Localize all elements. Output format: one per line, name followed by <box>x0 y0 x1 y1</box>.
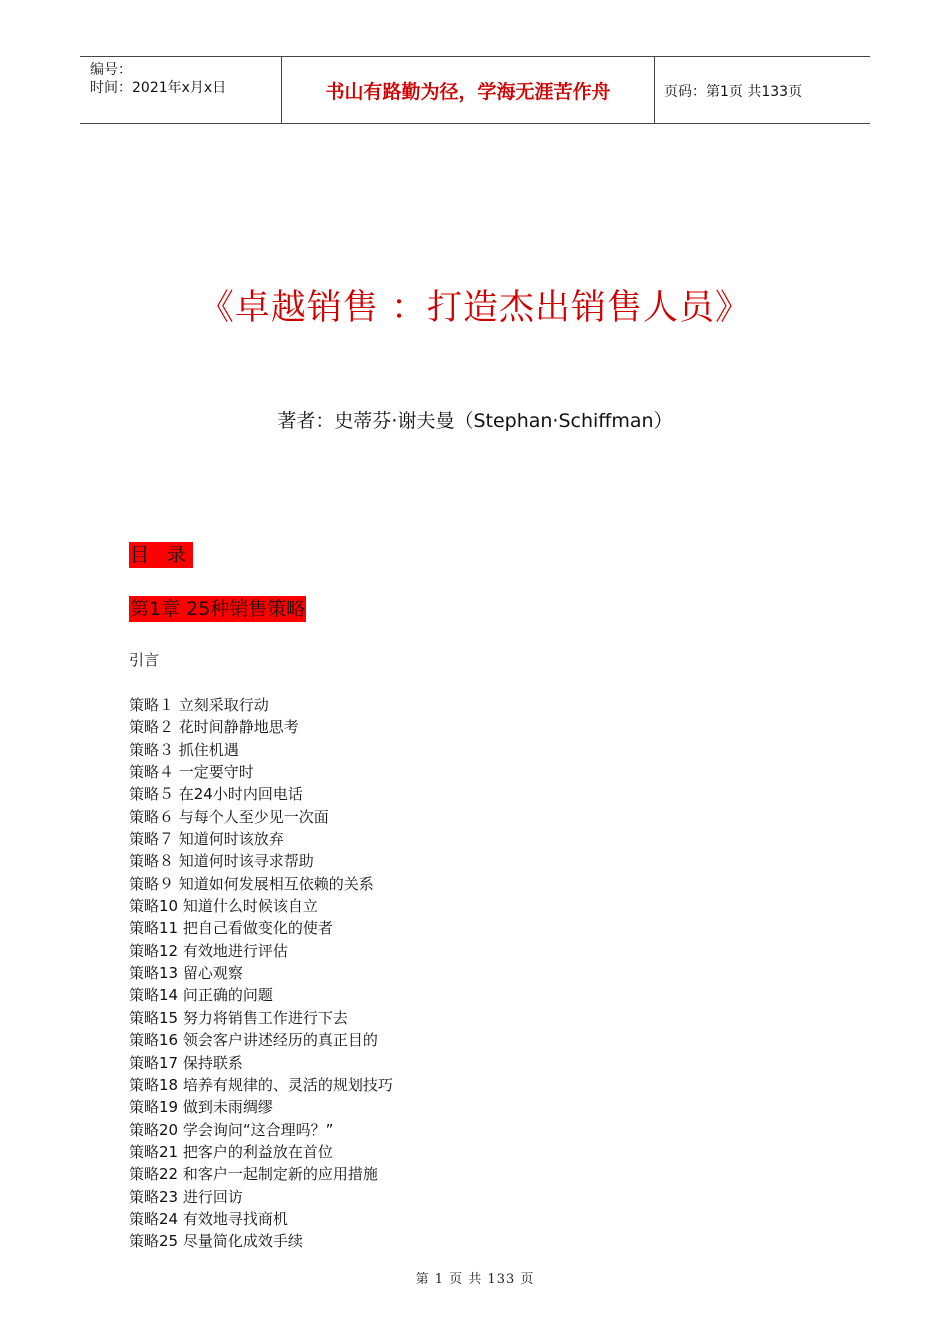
strategy-item: 策略１ 立刻采取行动 <box>129 696 269 714</box>
chapter-heading: 第1章 25种销售策略 <box>130 598 306 620</box>
strategy-item: 策略23 进行回访 <box>129 1187 243 1206</box>
strategy-item: 策略18 培养有规律的、灵活的规划技巧 <box>129 1075 393 1094</box>
page-header <box>80 56 870 124</box>
strategy-item: 策略２ 花时间静静地思考 <box>129 718 299 737</box>
strategy-item: 策略24 有效地寻找商机 <box>129 1209 288 1228</box>
strategy-item: 策略19 做到未雨绸缪 <box>129 1098 273 1117</box>
strategy-item: 策略14 问正确的问题 <box>129 986 273 1005</box>
strategy-item: 策略17 保持联系 <box>129 1053 243 1072</box>
document-author: 著者：史蒂芬·谢夫曼（Stephan·Schiffman） <box>277 410 673 432</box>
intro-entry: 引言 <box>129 651 160 669</box>
toc-heading: 目 录 <box>130 544 193 566</box>
header-meta <box>80 57 281 124</box>
strategy-item: 策略６ 与每个人至少见一次面 <box>129 807 329 826</box>
strategy-item: 策略５ 在24小时内回电话 <box>129 785 303 804</box>
strategy-item: 策略10 知道什么时候该自立 <box>129 897 318 916</box>
strategy-item: 策略25 尽量简化成效手续 <box>129 1232 303 1251</box>
strategy-item: 策略４ 一定要守时 <box>129 763 254 782</box>
header-motto: 书山有路勤为径，学海无涯苦作舟 <box>281 57 655 124</box>
strategy-item: 策略12 有效地进行评估 <box>129 941 288 960</box>
strategy-item: 策略７ 知道何时该放弃 <box>129 830 284 849</box>
strategy-item: 策略８ 知道何时该寻求帮助 <box>129 852 314 871</box>
strategy-item: 策略３ 抓住机遇 <box>129 740 239 759</box>
strategy-item: 策略11 把自己看做变化的使者 <box>129 919 333 938</box>
page-footer: 第 1 页 共 133 页 <box>415 1272 535 1287</box>
strategy-item: 策略16 领会客户讲述经历的真正目的 <box>129 1031 378 1050</box>
strategy-list <box>129 694 393 1253</box>
strategy-item: 策略９ 知道如何发展相互依赖的关系 <box>129 874 374 893</box>
strategy-item: 策略20 学会询问“这合理吗？” <box>129 1120 334 1139</box>
header-page-info: 页码：第1页 共133页 <box>664 83 803 100</box>
document-number-label: 编号： <box>90 62 132 78</box>
strategy-item: 策略21 把客户的利益放在首位 <box>129 1142 333 1161</box>
strategy-item: 策略13 留心观察 <box>129 964 243 983</box>
document-time-label: 时间：2021年x月x日 <box>90 80 227 96</box>
document-title: 《卓越销售 ：打造杰出销售人员》 <box>198 288 752 328</box>
strategy-item: 策略15 努力将销售工作进行下去 <box>129 1008 348 1027</box>
strategy-item: 策略22 和客户一起制定新的应用措施 <box>129 1165 378 1184</box>
